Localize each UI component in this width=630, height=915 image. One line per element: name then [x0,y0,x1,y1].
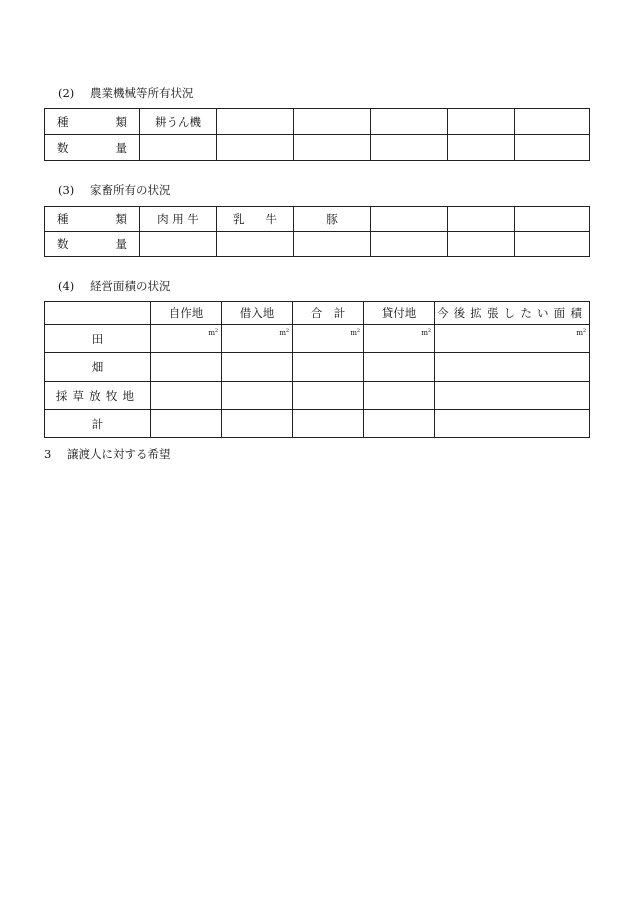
machinery-table [44,108,590,161]
livestock-cell [448,207,515,232]
machine-cell [294,109,371,135]
quantity-cell [448,232,515,257]
unit-m2: m $^2$ [421,328,431,337]
quantity-cell [217,135,294,161]
area-cell [151,353,222,382]
paddy-expansion-cell [435,325,590,353]
machine-cell [515,109,590,135]
area-cell [435,382,590,410]
farm-area-table [44,301,590,438]
livestock-pig: 豚 [294,207,371,232]
quantity-cell [294,232,371,257]
corner-cell [45,302,151,325]
livestock-cell [371,207,448,232]
section-3-number: (3) [58,183,75,197]
section-final-heading [44,446,170,462]
section-final-title: 譲渡人に対する希望 [66,447,171,461]
section-4-heading [58,278,170,294]
row-header-total: 計 [45,410,151,438]
machine-cell [448,109,515,135]
area-cell [151,382,222,410]
quantity-cell [371,232,448,257]
machine-tiller: 耕うん機 [140,109,217,135]
quantity-label: 数 量 [45,232,140,257]
section-final-number: 3 [44,447,52,461]
paddy-leased-in-cell [222,325,293,353]
quantity-cell [140,232,217,257]
unit-m2: m $^2$ [279,328,289,337]
section-2-title: 農業機械等所有状況 [89,86,194,100]
unit-m2: m $^2$ [208,328,218,337]
quantity-label: 数 量 [45,135,140,161]
section-2-number: (2) [58,86,75,100]
area-cell [222,353,293,382]
area-cell [293,382,364,410]
area-cell [435,353,590,382]
row-header-paddy: 田 [45,325,151,353]
machine-cell [217,109,294,135]
paddy-owned-cell [151,325,222,353]
quantity-cell [448,135,515,161]
area-cell [293,353,364,382]
unit-m2: m $^2$ [350,328,360,337]
quantity-cell [371,135,448,161]
quantity-cell [217,232,294,257]
col-header-expansion: 今後拡張したい面積 [435,302,590,325]
section-3-title: 家畜所有の状況 [89,183,171,197]
area-cell [364,382,435,410]
section-4-number: (4) [58,279,75,293]
livestock-beef-cattle: 肉 用 牛 [140,207,217,232]
quantity-cell [515,232,590,257]
livestock-cell [515,207,590,232]
kind-label: 種 類 [45,109,140,135]
area-cell [293,410,364,438]
quantity-cell [515,135,590,161]
livestock-table [44,206,590,257]
area-cell [222,410,293,438]
section-4-title: 経営面積の状況 [89,279,171,293]
col-header-leased-out: 貸付地 [364,302,435,325]
col-header-total: 合 計 [293,302,364,325]
area-cell [435,410,590,438]
quantity-cell [140,135,217,161]
area-cell [364,353,435,382]
row-header-pasture: 採草放牧地 [45,382,151,410]
section-2-heading [58,85,193,101]
machine-cell [371,109,448,135]
area-cell [151,410,222,438]
quantity-cell [294,135,371,161]
livestock-dairy-cattle: 乳 牛 [217,207,294,232]
area-cell [364,410,435,438]
kind-label: 種 類 [45,207,140,232]
col-header-owned: 自作地 [151,302,222,325]
unit-m2: m $^2$ [576,328,586,337]
col-header-leased-in: 借入地 [222,302,293,325]
row-header-field: 畑 [45,353,151,382]
paddy-leased-out-cell [364,325,435,353]
paddy-total-cell [293,325,364,353]
section-3-heading [58,182,170,198]
area-cell [222,382,293,410]
